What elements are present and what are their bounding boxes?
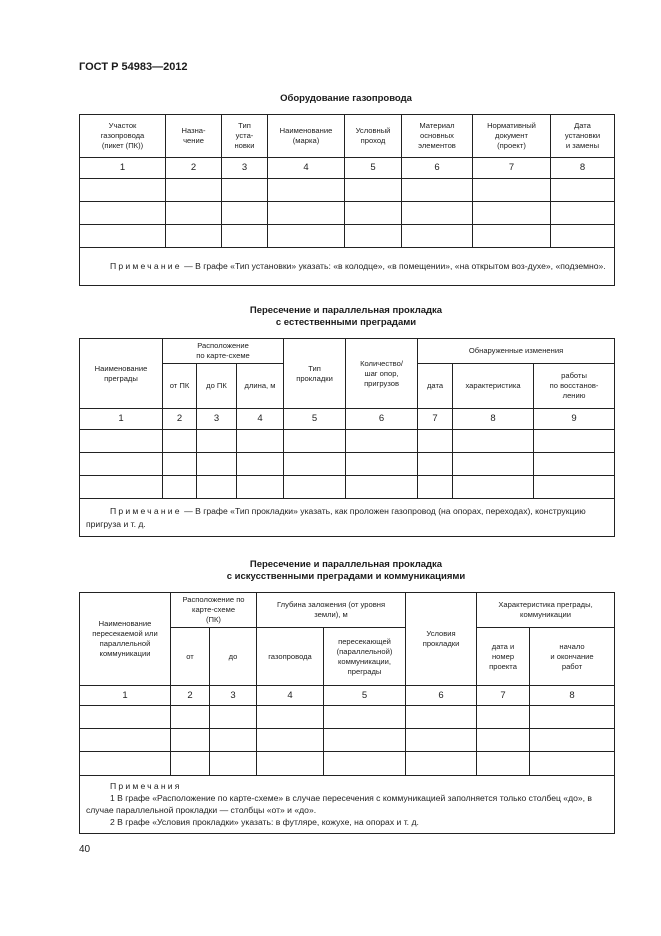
empty-cell: [237, 476, 284, 499]
column-number: 8: [453, 409, 534, 430]
empty-cell: [551, 225, 615, 248]
table3-header-cell: Наименование пересекаемой или параллельной коммуникации: [80, 593, 171, 686]
empty-cell: [345, 225, 402, 248]
empty-cell: [171, 752, 210, 776]
empty-cell: [477, 752, 530, 776]
empty-cell: [406, 729, 477, 752]
table-row: [80, 202, 615, 225]
note-2: 2 В графе «Условия прокладки» указать: в футляре, кожухе, на опорах и т. д.: [110, 817, 419, 827]
table-row: [80, 729, 615, 752]
empty-cell: [80, 430, 163, 453]
empty-cell: [324, 706, 406, 729]
table1-note-row: [80, 248, 615, 286]
empty-cell: [163, 453, 197, 476]
empty-cell: [268, 225, 345, 248]
empty-cell: [530, 752, 615, 776]
document-header: ГОСТ Р 54983—2012: [79, 61, 188, 73]
empty-cell: [80, 453, 163, 476]
column-number: 7: [418, 409, 453, 430]
empty-cell: [418, 476, 453, 499]
table3-header-cell: пересекающей (параллельной) коммуникации, преграды: [324, 628, 406, 686]
note-text: — В графе «Тип установки» указать: «в колодце», «в помещении», «на открытом воз-духе», «подземно».: [181, 261, 606, 271]
table1-header-cell: Нормативный документ (проект): [473, 115, 551, 158]
table3-header-row: [80, 593, 615, 628]
empty-cell: [268, 202, 345, 225]
table-row: [80, 476, 615, 499]
table3-header-cell: Условия прокладки: [406, 593, 477, 686]
empty-cell: [171, 706, 210, 729]
empty-cell: [222, 179, 268, 202]
empty-cell: [210, 706, 257, 729]
column-number: 6: [406, 686, 477, 706]
empty-cell: [551, 179, 615, 202]
column-number: 4: [237, 409, 284, 430]
column-number: 5: [284, 409, 346, 430]
empty-cell: [418, 453, 453, 476]
table2-header-row: [80, 339, 615, 364]
empty-cell: [80, 476, 163, 499]
empty-cell: [284, 476, 346, 499]
note-label: Примечание: [110, 505, 182, 516]
empty-cell: [477, 729, 530, 752]
table2-header-cell: дата: [418, 364, 453, 409]
empty-cell: [210, 752, 257, 776]
empty-cell: [453, 453, 534, 476]
table3-header-cell: Характеристика преграды, коммуникации: [477, 593, 615, 628]
table1-header-cell: Тип уста- новки: [222, 115, 268, 158]
empty-cell: [80, 225, 166, 248]
empty-cell: [473, 179, 551, 202]
column-number: 3: [210, 686, 257, 706]
empty-cell: [268, 179, 345, 202]
empty-cell: [197, 476, 237, 499]
table2-header-cell: Тип прокладки: [284, 339, 346, 409]
column-number: 1: [80, 409, 163, 430]
empty-cell: [80, 179, 166, 202]
empty-cell: [534, 430, 615, 453]
column-number: 7: [477, 686, 530, 706]
table2-header-cell: от ПК: [163, 364, 197, 409]
column-number: 2: [163, 409, 197, 430]
table3-header-cell: Глубина заложения (от уровня земли), м: [257, 593, 406, 628]
empty-cell: [402, 225, 473, 248]
empty-cell: [453, 430, 534, 453]
table3-notes-row: [80, 776, 615, 834]
empty-cell: [473, 202, 551, 225]
note-1: 1 В графе «Расположение по карте-схеме» в случае пересечения с коммуникацией заполняется только столбец «до», в случае параллельной прокладки — столбцы «от» и «до».: [86, 793, 592, 815]
table3-header-cell: до: [210, 628, 257, 686]
empty-cell: [257, 706, 324, 729]
column-number: 9: [534, 409, 615, 430]
table3-header-cell: от: [171, 628, 210, 686]
empty-cell: [346, 453, 418, 476]
table1-header-cell: Дата установки и замены: [551, 115, 615, 158]
notes-label: Примечания: [110, 781, 182, 791]
table3-notes: [80, 776, 615, 834]
table3-header-cell: начало и окончание работ: [530, 628, 615, 686]
empty-cell: [534, 476, 615, 499]
table2-header-cell: Наименование преграды: [80, 339, 163, 409]
note-label: Примечание: [110, 261, 182, 271]
empty-cell: [166, 179, 222, 202]
empty-cell: [345, 179, 402, 202]
table1-header-cell: Назна- чение: [166, 115, 222, 158]
table-row: [80, 752, 615, 776]
empty-cell: [530, 729, 615, 752]
table1-title: Оборудование газопровода: [280, 93, 412, 104]
column-number: 8: [551, 158, 615, 179]
table-row: [80, 225, 615, 248]
table2-header-cell: до ПК: [197, 364, 237, 409]
column-number: 4: [268, 158, 345, 179]
table1-header-cell: Наименование (марка): [268, 115, 345, 158]
column-number: 6: [346, 409, 418, 430]
empty-cell: [418, 430, 453, 453]
table2-header-cell: Расположение по карте-схеме: [163, 339, 284, 364]
empty-cell: [530, 706, 615, 729]
empty-cell: [534, 453, 615, 476]
column-number: 8: [530, 686, 615, 706]
column-number: 5: [345, 158, 402, 179]
empty-cell: [324, 752, 406, 776]
table2-note: [80, 499, 615, 537]
table-row: [80, 706, 615, 729]
empty-cell: [222, 225, 268, 248]
empty-cell: [284, 453, 346, 476]
empty-cell: [163, 476, 197, 499]
empty-cell: [171, 729, 210, 752]
page-number: 40: [79, 844, 91, 855]
table2-number-row: [80, 409, 615, 430]
empty-cell: [284, 430, 346, 453]
table-row: [80, 453, 615, 476]
table-row: [80, 179, 615, 202]
table1-number-row: [80, 158, 615, 179]
empty-cell: [80, 729, 171, 752]
empty-cell: [551, 202, 615, 225]
table3-header-cell: Расположение по карте-схеме (ПК): [171, 593, 257, 628]
column-number: 1: [80, 686, 171, 706]
empty-cell: [80, 752, 171, 776]
table3-header-cell: дата и номер проекта: [477, 628, 530, 686]
empty-cell: [402, 202, 473, 225]
empty-cell: [406, 706, 477, 729]
table1-equipment: [79, 114, 615, 286]
empty-cell: [345, 202, 402, 225]
empty-cell: [237, 453, 284, 476]
table2-header-cell: Количество/ шаг опор, пригрузов: [346, 339, 418, 409]
empty-cell: [197, 430, 237, 453]
table1-header-row: [80, 115, 615, 158]
column-number: 2: [166, 158, 222, 179]
column-number: 6: [402, 158, 473, 179]
note-text: — В графе «Тип прокладки» указать, как проложен газопровод (на опорах, переходах), конструкцию пригруза и т. д.: [86, 505, 586, 529]
empty-cell: [346, 430, 418, 453]
table-row: [80, 430, 615, 453]
table2-note-row: [80, 499, 615, 537]
table2-header-cell: длина, м: [237, 364, 284, 409]
empty-cell: [257, 752, 324, 776]
empty-cell: [406, 752, 477, 776]
table2-header-cell: Обнаруженные изменения: [418, 339, 615, 364]
empty-cell: [257, 729, 324, 752]
table3-header-cell: газопровода: [257, 628, 324, 686]
empty-cell: [166, 225, 222, 248]
table1-header-cell: Условный проход: [345, 115, 402, 158]
empty-cell: [80, 706, 171, 729]
empty-cell: [346, 476, 418, 499]
empty-cell: [210, 729, 257, 752]
column-number: 7: [473, 158, 551, 179]
table1-header-cell: Участок газопровода (пикет (ПК)): [80, 115, 166, 158]
column-number: 3: [222, 158, 268, 179]
table3-title: Пересечение и параллельная прокладка с искусственными преградами и коммуникациями: [226, 559, 466, 582]
empty-cell: [163, 430, 197, 453]
table1-note: [80, 248, 615, 286]
table2-natural-obstacles: [79, 338, 615, 537]
table3-number-row: [80, 686, 615, 706]
column-number: 2: [171, 686, 210, 706]
empty-cell: [453, 476, 534, 499]
table2-title: Пересечение и параллельная прокладка с естественными преградами: [249, 305, 443, 328]
column-number: 5: [324, 686, 406, 706]
column-number: 4: [257, 686, 324, 706]
empty-cell: [237, 430, 284, 453]
table1-header-cell: Материал основных элементов: [402, 115, 473, 158]
empty-cell: [324, 729, 406, 752]
table3-artificial-obstacles: [79, 592, 615, 834]
column-number: 1: [80, 158, 166, 179]
empty-cell: [402, 179, 473, 202]
empty-cell: [166, 202, 222, 225]
table2-header-cell: характеристика: [453, 364, 534, 409]
empty-cell: [197, 453, 237, 476]
column-number: 3: [197, 409, 237, 430]
empty-cell: [473, 225, 551, 248]
empty-cell: [222, 202, 268, 225]
table2-header-cell: работы по восстанов- лению: [534, 364, 615, 409]
empty-cell: [80, 202, 166, 225]
empty-cell: [477, 706, 530, 729]
